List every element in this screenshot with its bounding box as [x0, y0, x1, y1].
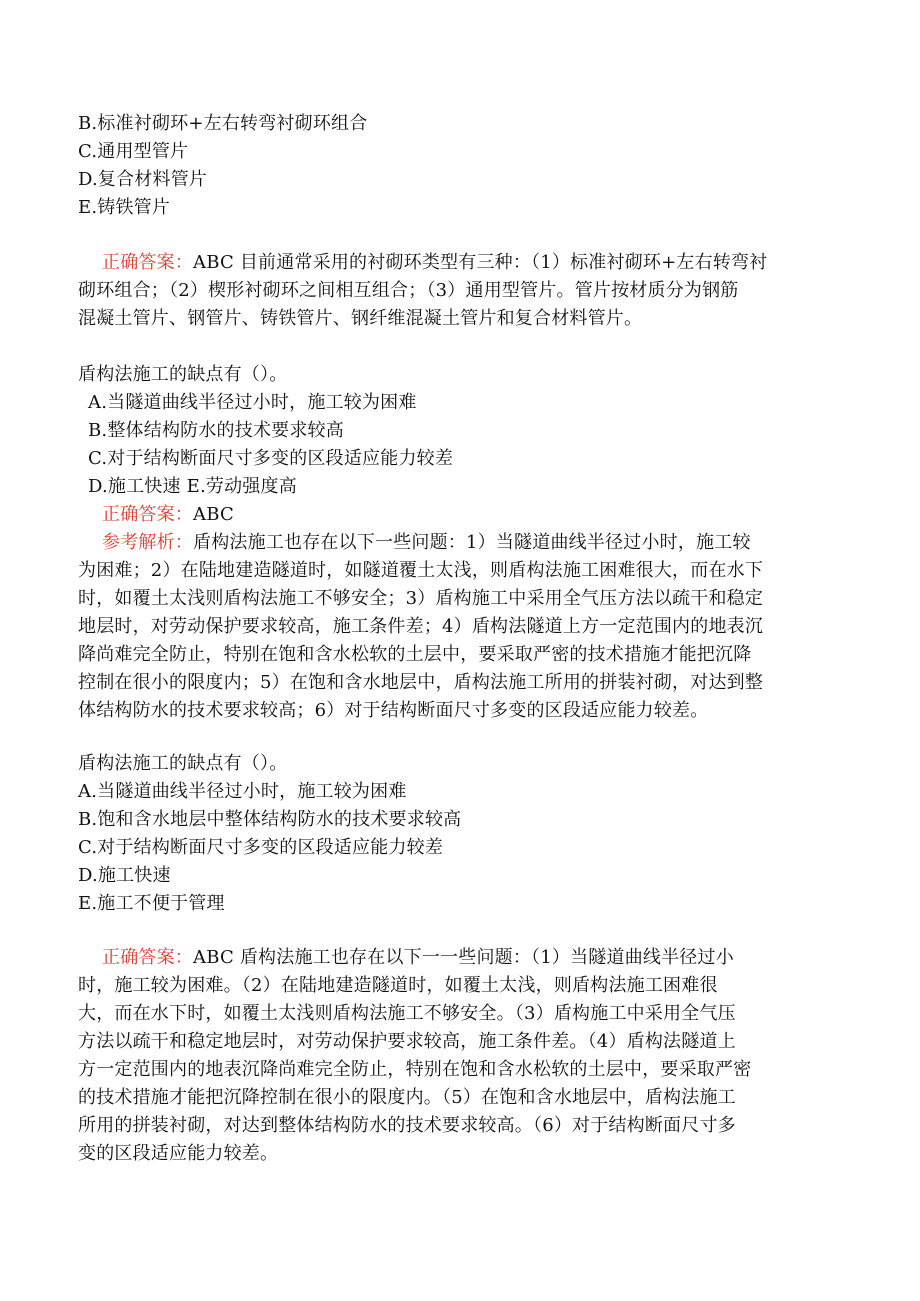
- analysis-text: 为困难；2）在陆地建造隧道时，如隧道覆土太浅，则盾构法施工困难很大，而在水下: [78, 560, 764, 581]
- analysis-text: 降尚难完全防止，特别在饱和含水松软的土层中，要采取严密的技术措施才能把沉降: [78, 644, 752, 665]
- answer-text: ABC 盾构法施工也存在以下一一些问题：（1）当隧道曲线半径过小: [193, 947, 734, 968]
- answer-text: ABC 目前通常采用的衬砌环类型有三种：（1）标准衬砌环+左右转弯衬: [193, 252, 768, 273]
- analysis-text: 时，如覆土太浅则盾构法施工不够安全；3）盾构施工中采用全气压方法以疏干和稳定: [78, 588, 764, 609]
- answer-line: [102, 944, 734, 972]
- answer-label: 正确答案：: [102, 947, 193, 968]
- option-a: A.当隧道曲线半径过小时，施工较为困难: [78, 781, 407, 802]
- analysis-text: 控制在很小的限度内；5）在饱和含水地层中，盾构法施工所用的拼装衬砌，对达到整: [78, 672, 764, 693]
- analysis-label: 参考解析：: [102, 532, 193, 553]
- answer-label: 正确答案：: [102, 504, 193, 525]
- option-b: B.标准衬砌环+左右转弯衬砌环组合: [78, 113, 368, 134]
- option-d: D.施工快速: [78, 865, 171, 886]
- option-c: C.通用型管片: [78, 141, 189, 162]
- option-e: E.施工不便于管理: [78, 893, 225, 914]
- answer-text: 的技术措施才能把沉降控制在很小的限度内。（5）在饱和含水地层中，盾构法施工: [78, 1087, 736, 1108]
- option-d: D.复合材料管片: [78, 169, 208, 190]
- answer-text: 变的区段适应能力较差。: [78, 1143, 279, 1164]
- answer-text: 砌环组合；（2）楔形衬砌环之间相互组合；（3）通用型管片。管片按材质分为钢筋: [78, 280, 739, 301]
- analysis-text: 盾构法施工也存在以下一些问题：1）当隧道曲线半径过小时，施工较: [193, 532, 751, 553]
- analysis-text: 地层时，对劳动保护要求较高，施工条件差；4）盾构法隧道上方一定范围内的地表沉: [78, 616, 764, 637]
- answer-label: 正确答案：: [102, 252, 193, 273]
- option-e: E.铸铁管片: [78, 197, 171, 218]
- question-title: 盾构法施工的缺点有（）。: [78, 753, 288, 774]
- question-title: 盾构法施工的缺点有（）。: [78, 364, 288, 385]
- option-a: A.当隧道曲线半径过小时，施工较为困难: [88, 392, 417, 413]
- answer-text: 所用的拼装衬砌，对达到整体结构防水的技术要求较高。（6）对于结构断面尺寸多: [78, 1115, 736, 1136]
- option-d-e: D.施工快速 E.劳动强度高: [88, 476, 297, 497]
- analysis-text: 体结构防水的技术要求较高；6）对于结构断面尺寸多变的区段适应能力较差。: [78, 700, 709, 721]
- answer-line: [102, 501, 234, 529]
- option-c: C.对于结构断面尺寸多变的区段适应能力较差: [78, 837, 444, 858]
- answer-text: 方一定范围内的地表沉降尚难完全防止，特别在饱和含水松软的土层中，要采取严密: [78, 1059, 752, 1080]
- option-c: C.对于结构断面尺寸多变的区段适应能力较差: [88, 448, 454, 469]
- answer-text: 混凝土管片、钢管片、铸铁管片、钢纤维混凝土管片和复合材料管片。: [78, 308, 643, 329]
- answer-text: 时，施工较为困难。（2）在陆地建造隧道时，如覆土太浅，则盾构法施工困难很: [78, 975, 718, 996]
- option-b: B.饱和含水地层中整体结构防水的技术要求较高: [78, 809, 462, 830]
- analysis-line: [102, 529, 751, 557]
- answer-text: 方法以疏干和稳定地层时，对劳动保护要求较高，施工条件差。（4）盾构法隧道上: [78, 1031, 736, 1052]
- answer-text: 大，而在水下时，如覆土太浅则盾构法施工不够安全。（3）盾构施工中采用全气压: [78, 1003, 736, 1024]
- answer-value: ABC: [193, 504, 234, 525]
- answer-line: [102, 249, 767, 277]
- option-b: B.整体结构防水的技术要求较高: [88, 420, 344, 441]
